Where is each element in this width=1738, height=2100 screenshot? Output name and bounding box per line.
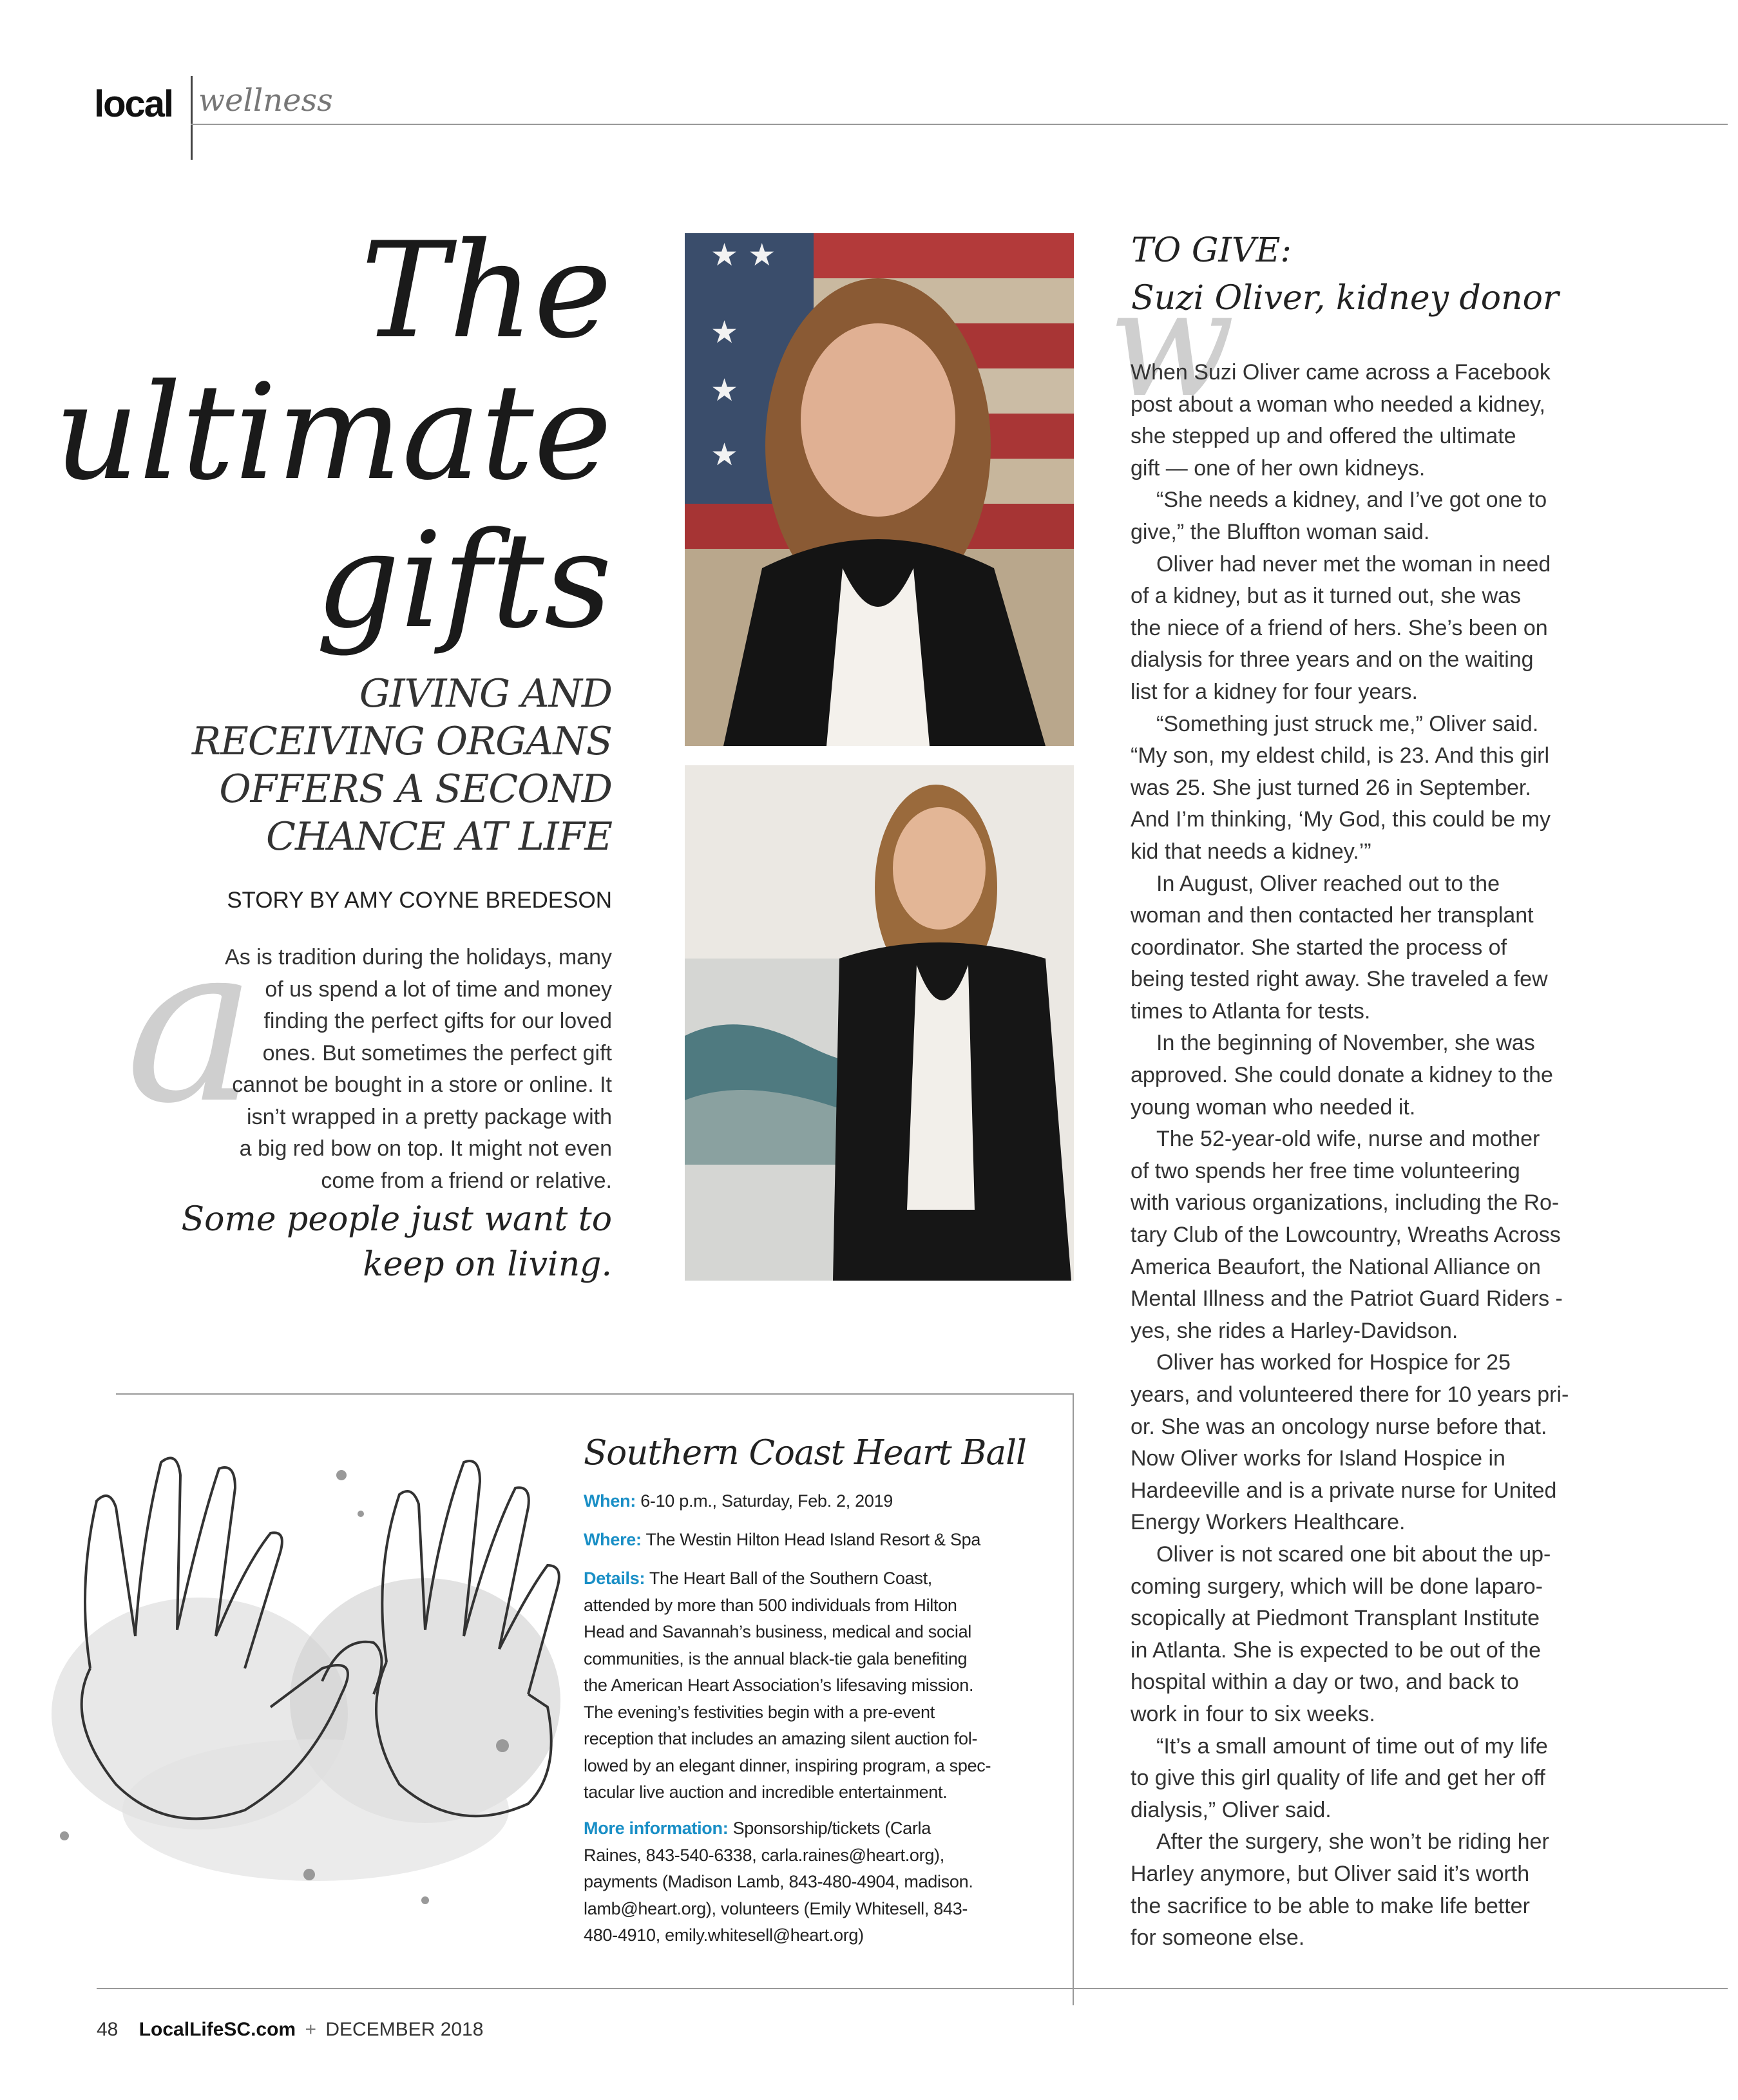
paragraph: When Suzi Oliver came across a Facebook post about a woman who needed a kidney, she stepped up and offered the ultimate gift — one of her own kidneys. — [1131, 360, 1551, 481]
section-label: wellness — [198, 82, 333, 119]
paragraph: After the surgery, she won’t be riding her Harley anymore, but Oliver said it’s worth the sacrifice to be able to make life better for someone else. — [1131, 1829, 1549, 1951]
svg-text:★: ★ — [711, 437, 739, 473]
heading-to-give: TO GIVE: — [1131, 231, 1292, 270]
more-info-label: More information: — [584, 1818, 729, 1838]
intro-line: come from a friend or relative. — [321, 1168, 612, 1193]
footer-rule — [97, 1988, 1728, 1989]
subhead-line: OFFERS A SECOND — [219, 767, 612, 812]
event-when — [584, 1488, 1047, 1515]
intro-paragraph — [122, 942, 612, 1197]
intro-line: ones. But sometimes the perfect gift — [262, 1040, 612, 1065]
where-label: Where: — [584, 1530, 642, 1549]
intro-line: finding the perfect gifts for our loved — [263, 1009, 612, 1033]
intro-line: As is tradition during the holidays, many — [225, 945, 612, 969]
subhead-line: RECEIVING ORGANS — [191, 719, 612, 764]
drop-cap-right: w — [1108, 258, 1235, 430]
byline: STORY BY AMY COYNE BREDESON — [227, 888, 612, 913]
svg-text:★: ★ — [711, 314, 739, 350]
event-where — [584, 1527, 1047, 1554]
paragraph: Oliver has worked for Hospice for 25 years, and volunteered there for 10 years pri- or. She was an oncology nurse before that. Now Oliver works for Island Hospice in Hardeeville and is a private nurse for United Energy Workers Healthcare. — [1131, 1350, 1569, 1535]
heading-donor-name: Suzi Oliver, kidney donor — [1131, 279, 1559, 318]
title-line-3: gifts — [315, 504, 612, 658]
paragraph: Oliver is not scared one bit about the up- coming surgery, which will be done laparo- scopically at Piedmont Transplant Institute in Atlanta. She is expected to be out of the hospital within a day or two, and back to work in four to six weeks. — [1131, 1542, 1551, 1726]
portrait-painting-image — [685, 765, 1074, 1281]
subhead-line: CHANCE AT LIFE — [266, 814, 612, 859]
intro-line: cannot be bought in a store or online. It — [232, 1073, 612, 1097]
sidebar-title: Southern Coast Heart Ball — [584, 1433, 1026, 1473]
sidebar-border-right — [1073, 1393, 1074, 2005]
pull-quote-line: Some people just want to — [181, 1200, 612, 1239]
brand-logo: local — [94, 83, 173, 125]
paragraph: The 52-year-old wife, nurse and mother of two spends her free time volunteering with various organizations, including the Ro- tary Club of the Lowcountry, Wreaths Across America Beaufort, the National Alliance on Mental Illness and the Patriot Guard Riders - yes, she rides a Harley-Davidson. — [1131, 1127, 1563, 1343]
header-divider — [191, 76, 193, 160]
paragraph: “She needs a kidney, and I’ve got one to give,” the Bluffton woman said. — [1131, 488, 1547, 544]
title-line-2: ultimate — [54, 356, 612, 510]
when-value: 6-10 p.m., Saturday, Feb. 2, 2019 — [640, 1491, 893, 1511]
pull-quote — [161, 1197, 612, 1287]
hands-sketch-icon — [39, 1424, 567, 1939]
portrait-photo-painting — [685, 765, 1074, 1281]
event-more-info: More information: Sponsorship/tickets (Carla Raines, 843-540-6338, carla.raines@heart.org), payments (Madison Lamb, 843-480-4904, madison. lamb@heart.org), volunteers (Emily Whitesell, 843- 480-4910, emily.whitesell@heart.org) — [584, 1818, 973, 1945]
pull-quote-line: keep on living. — [363, 1245, 612, 1284]
title-line-1: The — [360, 215, 612, 368]
footer-plus: + — [305, 2019, 316, 2040]
event-details: Details: The Heart Ball of the Southern Coast, attended by more than 500 individuals from Hilton Head and Savannah’s business, medical and social communities, is the annual black-tie gala benefiting the American Heart Association’s lifesaving mission. The evening’s festivities begin with a pre-event reception that includes an amazing silent auction fol- lowed by an elegant dinner, inspiring program, a spec- tacular live auction and incredible entertainment. — [584, 1569, 991, 1802]
when-label: When: — [584, 1491, 636, 1511]
subhead-line: GIVING AND — [359, 671, 612, 716]
paragraph: “It’s a small amount of time out of my life to give this girl quality of life and get her off dialysis,” Oliver said. — [1131, 1733, 1548, 1822]
paragraph: Oliver had never met the woman in need of a kidney, but as it turned out, she was the niece of a friend of hers. She’s been on dialysis for three years and on the waiting list for a kidney for four years. — [1131, 551, 1551, 704]
footer — [97, 2019, 483, 2041]
intro-line: of us spend a lot of time and money — [265, 977, 612, 1002]
portrait-flag-image — [685, 233, 1074, 746]
hands-illustration — [39, 1424, 567, 1939]
where-value: The Westin Hilton Head Island Resort & Spa — [645, 1530, 981, 1549]
article-body — [1131, 357, 1607, 1954]
paragraph: In August, Oliver reached out to the woman and then contacted her transplant coordinator. She started the process of being tested right away. She traveled a few times to Atlanta for tests. — [1131, 871, 1548, 1024]
site-name: LocalLifeSC.com — [138, 2019, 296, 2040]
paragraph: “Something just struck me,” Oliver said. “My son, my eldest child, is 23. And this girl was 25. She just turned 26 in September. And I’m thinking, ‘My God, this could be my kid that needs a kidney.’” — [1131, 711, 1551, 864]
sidebar-border-top — [116, 1393, 1073, 1395]
subheadline — [103, 670, 612, 861]
issue-date: DECEMBER 2018 — [325, 2019, 484, 2040]
svg-text:★: ★ — [711, 372, 739, 408]
page-number: 48 — [97, 2019, 119, 2040]
drop-cap-intro: a — [126, 897, 256, 1152]
intro-line: isn’t wrapped in a pretty package with — [247, 1104, 612, 1129]
svg-text:★ ★: ★ ★ — [711, 237, 776, 273]
intro-line: a big red bow on top. It might not even — [239, 1136, 612, 1161]
header-rule — [191, 124, 1728, 125]
details-label: Details: — [584, 1569, 645, 1588]
portrait-photo-flag — [685, 233, 1074, 746]
paragraph: In the beginning of November, she was approved. She could donate a kidney to the young woman who needed it. — [1131, 1031, 1553, 1120]
